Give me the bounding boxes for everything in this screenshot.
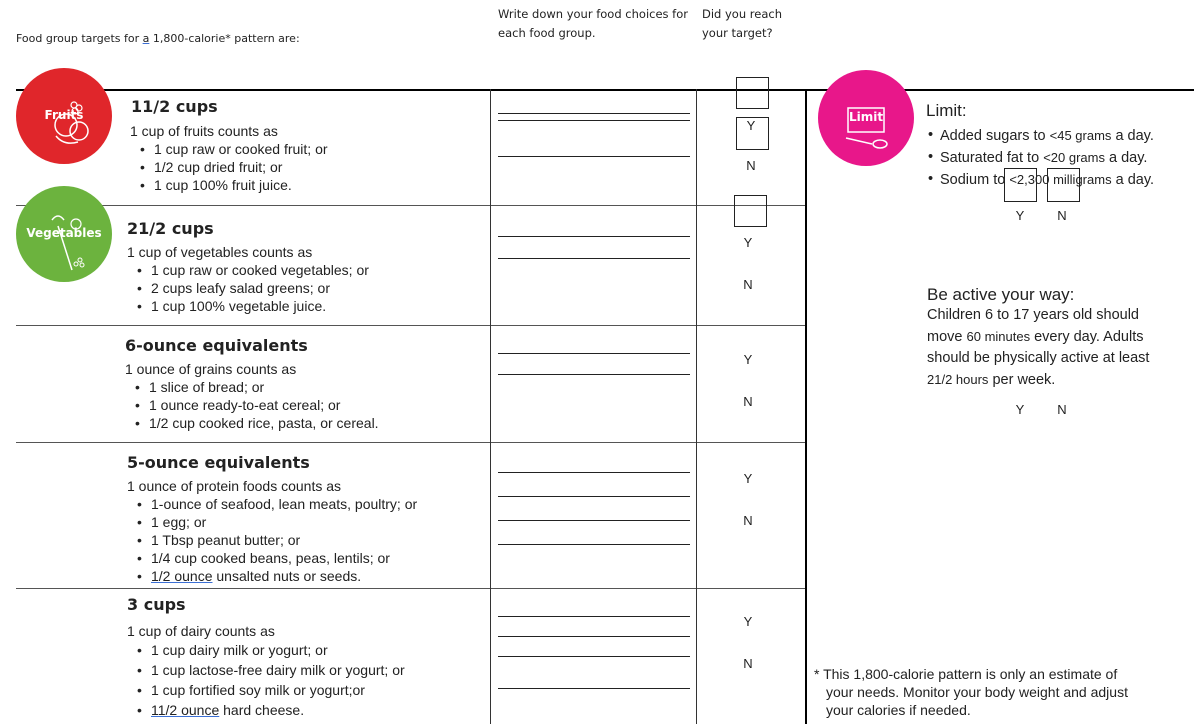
- write-line[interactable]: [498, 120, 690, 121]
- write-line[interactable]: [498, 113, 690, 114]
- active-heading: Be active your way:: [927, 285, 1075, 304]
- row-divider: [16, 325, 806, 326]
- yes-label: Y: [743, 352, 753, 367]
- no-label: N: [743, 656, 753, 671]
- limit-icon: [818, 70, 914, 166]
- fruits-label: Fruits: [44, 108, 84, 122]
- row-divider: [16, 205, 806, 206]
- dairy-target: 3 cups: [127, 595, 186, 614]
- write-line[interactable]: [498, 353, 690, 354]
- grains-target: 6-ounce equivalents: [125, 336, 308, 355]
- list-item: • 1 slice of bread; or: [149, 378, 379, 396]
- write-line[interactable]: [498, 544, 690, 545]
- grains-details: 1 ounce of grains counts as • 1 slice of bread; or • 1 ounce ready-to-eat cereal; or • 1/2 cup cooked rice, pasta, or cereal.: [125, 360, 379, 432]
- intro-text: Food group targets for a 1,800-calorie* pattern are:: [16, 32, 300, 45]
- write-line[interactable]: [498, 236, 690, 237]
- fruits-target: 11/2 cups: [131, 97, 218, 116]
- yes-label: Y: [743, 235, 753, 250]
- write-line[interactable]: [498, 156, 690, 157]
- write-line[interactable]: [498, 688, 690, 689]
- vegetables-label: Vegetables: [26, 226, 102, 240]
- no-label: N: [1057, 208, 1067, 223]
- row-divider: [16, 588, 806, 589]
- dairy-details: 1 cup of dairy counts as • 1 cup dairy milk or yogurt; or • 1 cup lactose-free dairy milk or yogurt; or • 1 cup fortified soy milk or yogurt;or • 11/2 ounce hard cheese.: [127, 622, 405, 720]
- yes-label: Y: [1015, 208, 1025, 223]
- col-divider: [696, 89, 697, 724]
- no-label: N: [746, 158, 756, 173]
- limit-label: Limit: [848, 110, 884, 124]
- fruits-details: 1 cup of fruits counts as • 1 cup raw or cooked fruit; or • 1/2 cup dried fruit; or • 1 cup 100% fruit juice.: [130, 122, 328, 194]
- yes-label: Y: [743, 471, 753, 486]
- list-item: • 1 cup lactose-free dairy milk or yogurt; or: [151, 660, 405, 680]
- checkbox-yes[interactable]: [736, 77, 769, 109]
- list-item: • 1/4 cup cooked beans, peas, lentils; or: [151, 549, 417, 567]
- list-item: • 11/2 ounce hard cheese.: [151, 700, 405, 720]
- write-line[interactable]: [498, 472, 690, 473]
- table-top-rule: [16, 89, 1194, 91]
- list-item: • 1 egg; or: [151, 513, 417, 531]
- write-line[interactable]: [498, 616, 690, 617]
- list-item: • 1 cup dairy milk or yogurt; or: [151, 640, 405, 660]
- footnote: * This 1,800-calorie pattern is only an estimate of your needs. Monitor your body weight and adjust your calories if needed.: [814, 666, 1128, 718]
- fruits-icon: [16, 68, 112, 164]
- no-label: N: [743, 513, 753, 528]
- yes-label: Y: [1015, 402, 1025, 417]
- checkbox-yes[interactable]: [734, 195, 767, 227]
- list-item: • 1-ounce of seafood, lean meats, poultry; or: [151, 495, 417, 513]
- vegetables-icon: [16, 186, 112, 282]
- write-line[interactable]: [498, 374, 690, 375]
- no-label: N: [743, 277, 753, 292]
- col-header-target: Did you reach your target?: [702, 7, 783, 40]
- yes-label: Y: [743, 614, 753, 629]
- yes-label: Y: [746, 118, 756, 133]
- row-divider: [16, 442, 806, 443]
- protein-target: 5-ounce equivalents: [127, 453, 310, 472]
- vegetables-target: 21/2 cups: [127, 219, 214, 238]
- limit-item: • Saturated fat to <20 grams a day.: [940, 147, 1154, 169]
- limit-checkbox-yes[interactable]: [1004, 168, 1037, 202]
- list-item: • 1 cup fortified soy milk or yogurt;or: [151, 680, 405, 700]
- list-item: • 1 cup raw or cooked vegetables; or: [151, 261, 369, 279]
- list-item: • 1 cup raw or cooked fruit; or: [154, 140, 328, 158]
- no-label: N: [1057, 402, 1067, 417]
- list-item: • 1/2 cup cooked rice, pasta, or cereal.: [149, 414, 379, 432]
- list-item: • 1 cup 100% fruit juice.: [154, 176, 328, 194]
- protein-details: 1 ounce of protein foods counts as • 1-ounce of seafood, lean meats, poultry; or • 1 egg; or • 1 Tbsp peanut butter; or • 1/4 cup cooked beans, peas, lentils; or • 1/2 ounce unsalted nuts or seeds.: [127, 477, 417, 585]
- write-line[interactable]: [498, 656, 690, 657]
- no-label: N: [743, 394, 753, 409]
- limit-checkbox-no[interactable]: [1047, 168, 1080, 202]
- limit-list: [926, 125, 1154, 191]
- limit-item: • Added sugars to <45 grams a day.: [940, 125, 1154, 147]
- write-line[interactable]: [498, 520, 690, 521]
- vegetables-details: 1 cup of vegetables counts as • 1 cup raw or cooked vegetables; or • 2 cups leafy salad greens; or • 1 cup 100% vegetable juice.: [127, 243, 369, 315]
- write-line[interactable]: [498, 496, 690, 497]
- limit-heading: Limit:: [926, 101, 967, 120]
- active-text: Children 6 to 17 years old should move 60 minutes every day. Adults should be physically active at least 21/2 hours per week.: [927, 307, 1150, 388]
- col-divider: [490, 89, 491, 724]
- write-line[interactable]: [498, 636, 690, 637]
- write-line[interactable]: [498, 258, 690, 259]
- limit-item: • Sodium to <2,300 milligrams a day.: [940, 169, 1154, 191]
- col-divider: [805, 89, 807, 724]
- col-header-food-choices: Write down your food choices for each food group.: [498, 7, 688, 40]
- list-item: • 2 cups leafy salad greens; or: [151, 279, 369, 297]
- list-item: • 1/2 cup dried fruit; or: [154, 158, 328, 176]
- list-item: • 1 cup 100% vegetable juice.: [151, 297, 369, 315]
- list-item: • 1/2 ounce unsalted nuts or seeds.: [151, 567, 417, 585]
- list-item: • 1 Tbsp peanut butter; or: [151, 531, 417, 549]
- list-item: • 1 ounce ready-to-eat cereal; or: [149, 396, 379, 414]
